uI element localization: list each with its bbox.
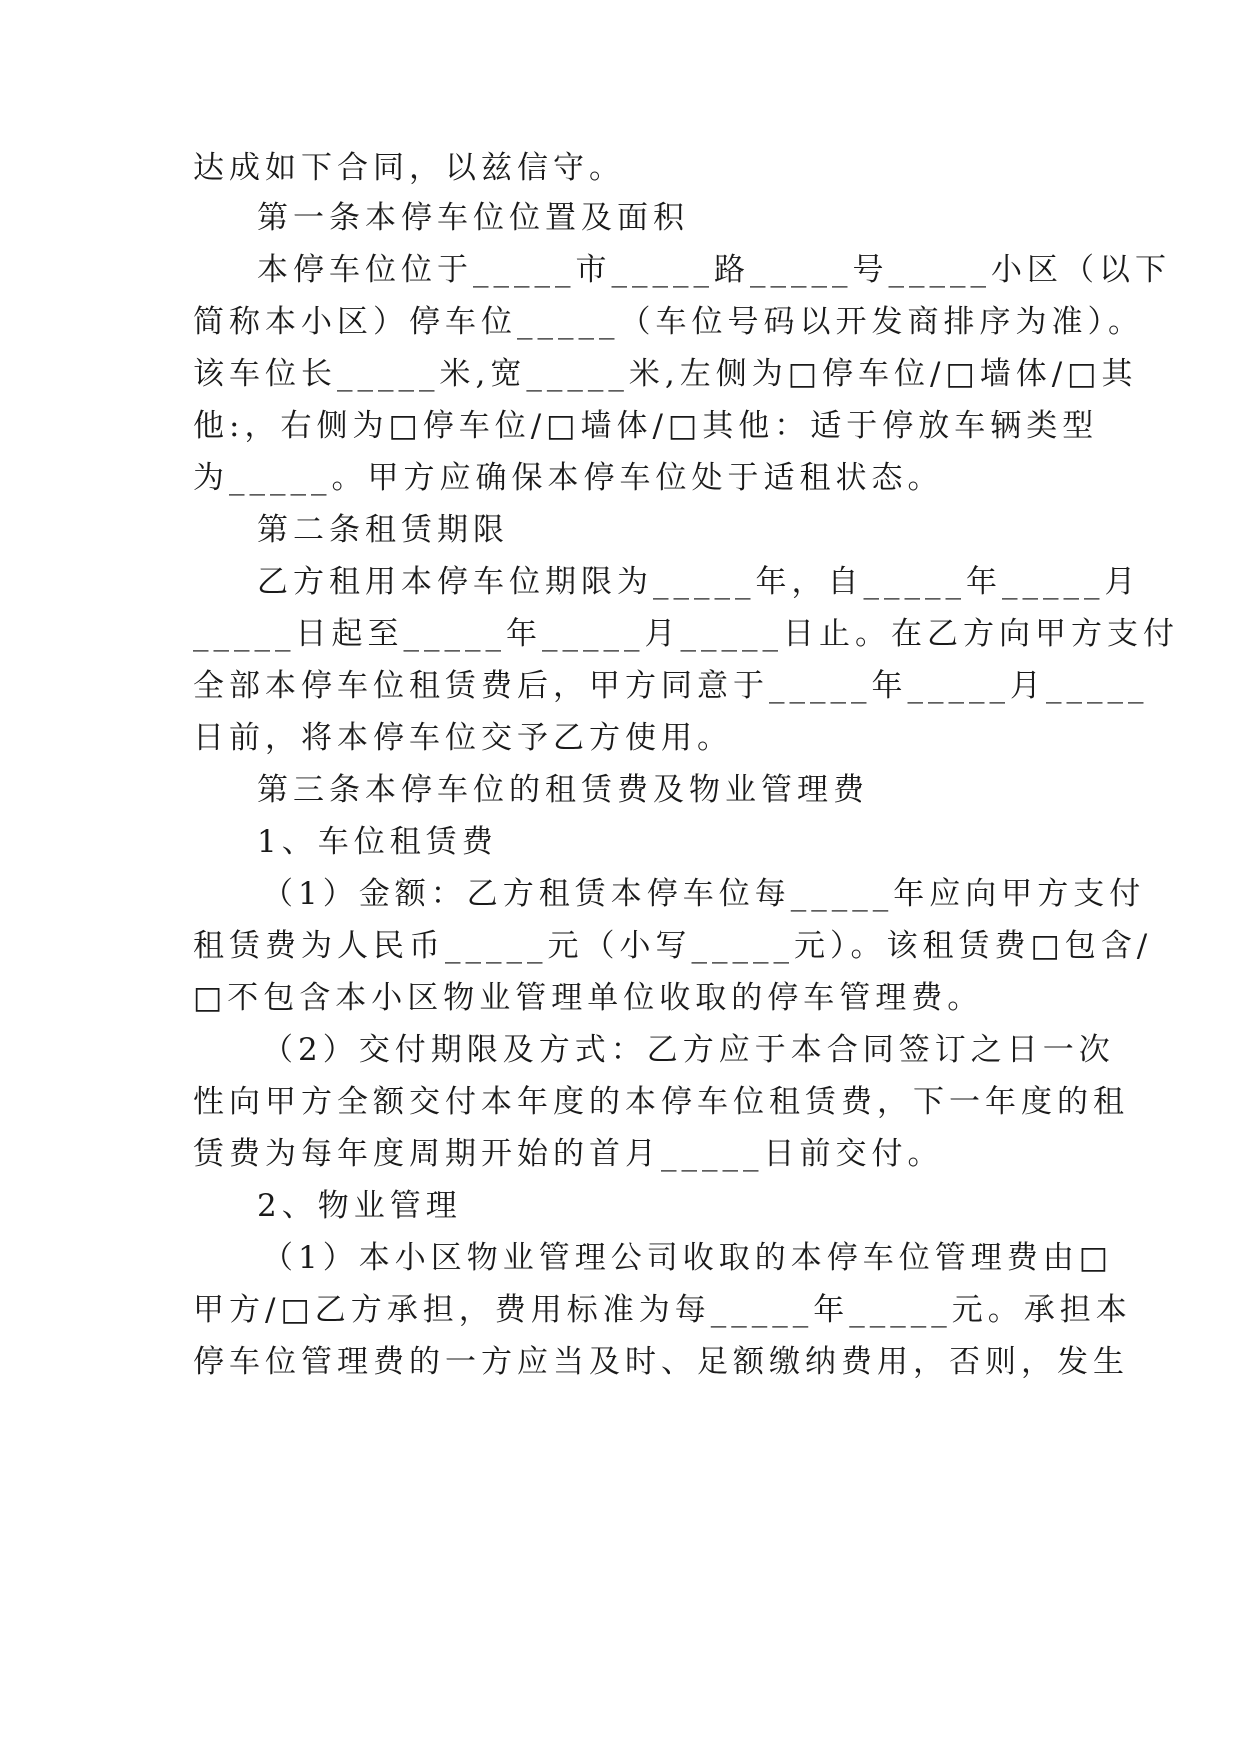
text-line-22: （1）本小区物业管理公司收取的本停车位管理费由□ — [262, 1240, 1114, 1276]
text-line-24: 停车位管理费的一方应当及时、足额缴纳费用，否则，发生 — [193, 1344, 1129, 1380]
article-3-heading: 第三条本停车位的租赁费及物业管理费 — [257, 772, 869, 808]
text-line-19: 性向甲方全额交付本年度的本停车位租赁费，下一年度的租 — [193, 1084, 1129, 1120]
text-line-15: （1）金额：乙方租赁本停车位每_____年应向甲方支付 — [262, 876, 1146, 912]
text-line-9: 乙方租用本停车位期限为_____年，自_____年_____月 — [257, 564, 1141, 600]
text-line-7: 为_____。甲方应确保本停车位处于适租状态。 — [193, 460, 944, 496]
text-line-3: 本停车位位于_____市_____路_____号_____小区（以下 — [257, 252, 1171, 288]
article-1-heading: 第一条本停车位位置及面积 — [257, 200, 689, 236]
text-line-5: 该车位长_____米,宽_____米,左侧为□停车位/□墙体/□其 — [193, 356, 1138, 392]
text-line-10: _____日起至_____年_____月_____日止。在乙方向甲方支付 — [193, 616, 1179, 652]
text-line-17: □不包含本小区物业管理单位收取的停车管理费。 — [193, 980, 984, 1016]
text-line-1: 达成如下合同，以兹信守。 — [193, 150, 625, 186]
text-line-20: 赁费为每年度周期开始的首月_____日前交付。 — [193, 1136, 944, 1172]
section-1-heading: 1、车位租赁费 — [257, 824, 498, 860]
text-line-23: 甲方/□乙方承担，费用标准为每_____年_____元。承担本 — [193, 1292, 1132, 1328]
text-line-18: （2）交付期限及方式：乙方应于本合同签订之日一次 — [262, 1032, 1115, 1068]
text-line-4: 简称本小区）停车位_____（车位号码以开发商排序为准）。 — [193, 304, 1144, 340]
text-line-16: 租赁费为人民币_____元（小写_____元）。该租赁费□包含/ — [193, 928, 1153, 964]
text-line-12: 日前，将本停车位交予乙方使用。 — [193, 720, 733, 756]
text-line-11: 全部本停车位租赁费后，甲方同意于_____年_____月_____ — [193, 668, 1149, 704]
section-2-heading: 2、物业管理 — [257, 1188, 462, 1224]
text-line-6: 他:，右侧为□停车位/□墙体/□其他：适于停放车辆类型 — [193, 408, 1099, 444]
article-2-heading: 第二条租赁期限 — [257, 512, 509, 548]
